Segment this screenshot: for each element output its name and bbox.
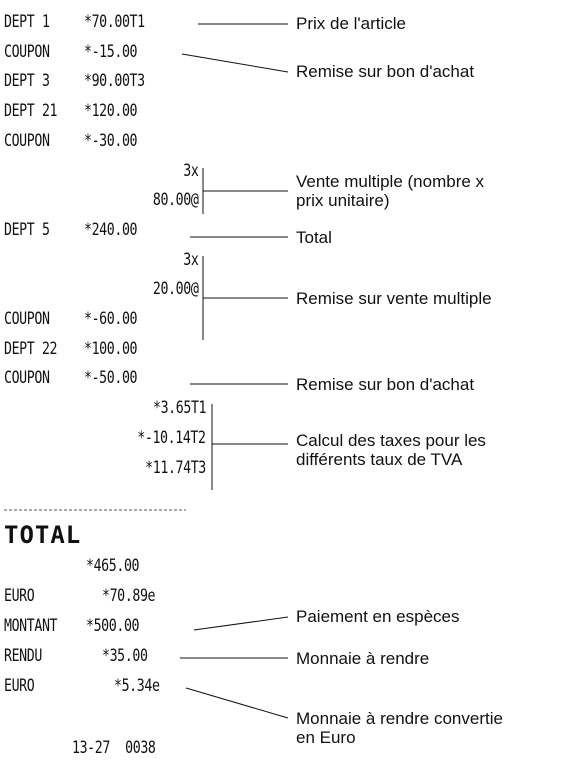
- payment-label: EURO: [4, 586, 35, 606]
- total-amount: *465.00: [86, 556, 140, 576]
- receipt-row-amount: *-10.14T2: [137, 428, 206, 448]
- receipt-row-amount: *70.00T1: [84, 12, 145, 32]
- annotation-tax-calc: Calcul des taxes pour les: [296, 431, 486, 450]
- receipt-footer: 13-27 0038: [72, 738, 156, 758]
- receipt-row-label: DEPT 5: [4, 220, 50, 240]
- receipt-row-label: DEPT 3: [4, 71, 50, 91]
- receipt-row-amount: 20.00@: [152, 279, 198, 299]
- receipt-row-amount: *90.00T3: [84, 71, 145, 91]
- payment-amount: *35.00: [102, 646, 148, 666]
- receipt-row-label: DEPT 21: [4, 101, 58, 121]
- receipt-row-amount: *-50.00: [84, 368, 138, 388]
- payment-label: RENDU: [4, 646, 42, 666]
- receipt-row-label: COUPON: [4, 42, 50, 62]
- payment-amount: *500.00: [86, 616, 140, 636]
- receipt-row-amount: 80.00@: [152, 190, 198, 210]
- payment-amount: *70.89e: [102, 586, 156, 606]
- receipt-row-amount: *-60.00: [84, 309, 138, 329]
- receipt-row-amount: *3.65T1: [152, 398, 206, 418]
- payment-amount: *5.34e: [114, 676, 160, 696]
- annotation-change: Monnaie à rendre: [296, 649, 430, 668]
- connector-coupon-1: [182, 54, 288, 72]
- annotation-item-price: Prix de l'article: [296, 14, 407, 33]
- receipt-row-label: COUPON: [4, 309, 50, 329]
- receipt-row-amount: *120.00: [84, 101, 138, 121]
- annotation-change-euro: Monnaie à rendre convertie: [296, 709, 503, 728]
- receipt-row-amount: *11.74T3: [145, 458, 206, 478]
- receipt-row-amount: *100.00: [84, 339, 138, 359]
- receipt-row-amount: 3x: [182, 250, 198, 270]
- annotation-change-euro: en Euro: [296, 728, 356, 747]
- total-heading: TOTAL: [4, 521, 82, 549]
- annotation-total: Total: [296, 228, 332, 247]
- receipt-row-label: DEPT 1: [4, 12, 50, 32]
- receipt-row-amount: *240.00: [84, 220, 138, 240]
- annotation-coupon-discount: Remise sur bon d'achat: [296, 375, 475, 394]
- receipt-row-label: COUPON: [4, 368, 50, 388]
- receipt-row-amount: *-15.00: [84, 42, 138, 62]
- annotation-multi-sale: prix unitaire): [296, 191, 390, 210]
- payment-label: MONTANT: [4, 616, 58, 636]
- payment-label: EURO: [4, 676, 35, 696]
- receipt-row-label: DEPT 22: [4, 339, 58, 359]
- annotation-coupon-discount: Remise sur bon d'achat: [296, 62, 475, 81]
- annotation-cash-payment: Paiement en espèces: [296, 607, 460, 626]
- receipt-row-amount: 3x: [182, 161, 198, 181]
- connector-change-euro: [186, 688, 288, 718]
- annotation-multi-sale-discount: Remise sur vente multiple: [296, 289, 492, 308]
- connector-cash: [194, 617, 288, 630]
- annotation-tax-calc: différents taux de TVA: [296, 450, 463, 469]
- receipt-row-amount: *-30.00: [84, 131, 138, 151]
- annotation-multi-sale: Vente multiple (nombre x: [296, 172, 485, 191]
- receipt-row-label: COUPON: [4, 131, 50, 151]
